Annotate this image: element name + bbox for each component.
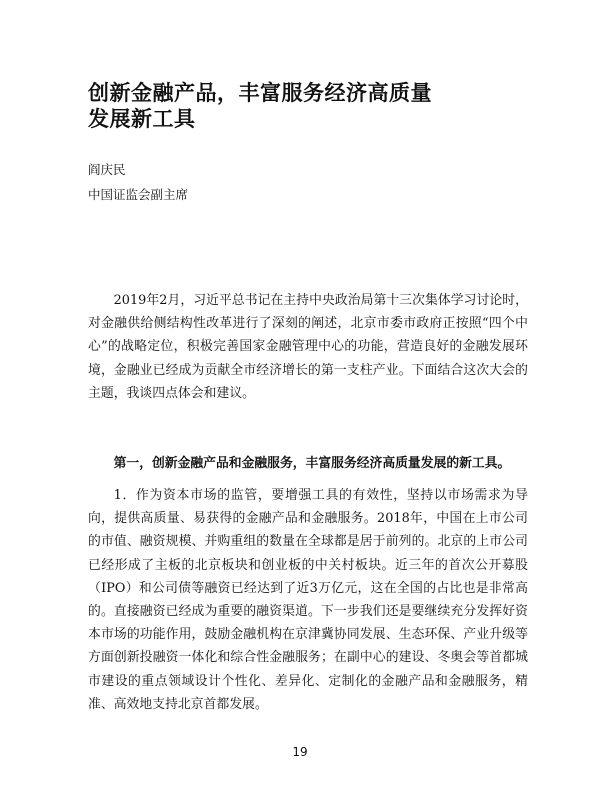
section-heading: 第一，创新金融产品和金融服务，丰富服务经济高质量发展的新工具。 <box>113 456 511 471</box>
article-title <box>88 80 538 132</box>
author-name: 阎庆民 <box>88 162 126 177</box>
page-number: 19 <box>292 745 308 759</box>
point-1-paragraph: 1．作为资本市场的监管，要增强工具的有效性，坚持以市场需求为导向，提供高质量、易获得的金融产品和金融服务。2018年，中国在上市公司的市值、融资规模、并购重组的数量在全球都是居于前列的。北京的上市公司已经形成了主板的北京板块和创业板的中关村板块。近三年的首次公开募股（IPO）和公司债等融资已经达到了近3万亿元，这在全国的占比也是非常高的。直接融资已经成为重要的融资渠道。下一步我们还是要继续充分发挥好资本市场的功能作用，鼓励金融机构在京津冀协同发展、生态环保、产业升级等方面创新投融资一体化和综合性金融服务；在副中心的建设、冬奥会等首都城市建设的重点领域设计个性化、差异化、定制化的金融产品和金融服务，精准、高效地支持北京首都发展。 <box>88 488 528 712</box>
title-line-1: 创新金融产品，丰富服务经济高质量 <box>88 81 432 105</box>
title-line-2: 发展新工具 <box>88 107 196 131</box>
author-affiliation: 中国证监会副主席 <box>88 187 189 202</box>
intro-paragraph: 2019年2月，习近平总书记在主持中央政治局第十三次集体学习讨论时，对金融供给侧结构性改革进行了深刻的阐述，北京市委市政府正按照“四个中心”的战略定位，积极完善国家金融管理中心的功能，营造良好的金融发展环境，金融业已经成为贡献全市经济增长的第一支柱产业。下面结合这次大会的主题，我谈四点体会和建议。 <box>88 293 528 401</box>
